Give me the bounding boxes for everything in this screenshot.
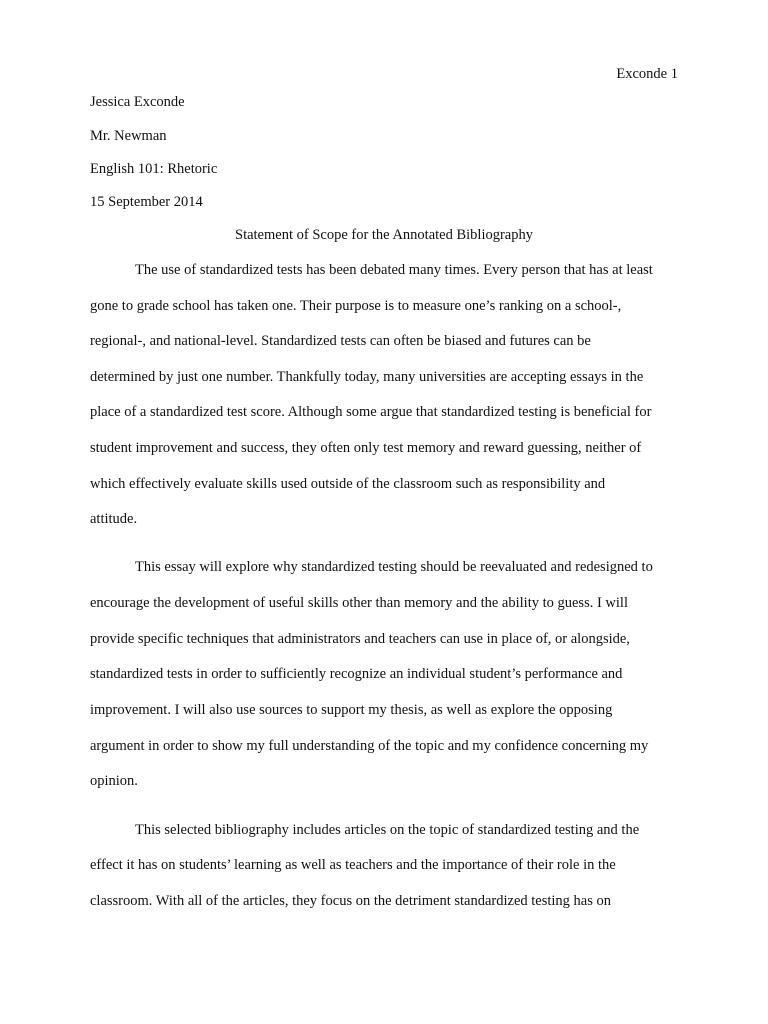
paragraph-line: regional-, and national-level. Standardized tests can often be biased and futures can be xyxy=(90,333,591,349)
instructor-name: Mr. Newman xyxy=(90,128,167,144)
author-name: Jessica Exconde xyxy=(90,94,185,110)
paragraph-line: improvement. I will also use sources to support my thesis, as well as explore the opposing xyxy=(90,702,613,718)
paragraph-line: attitude. xyxy=(90,511,138,527)
paragraph-line: encourage the development of useful skills other than memory and the ability to guess. I will xyxy=(90,595,628,611)
paragraph-line: provide specific techniques that administrators and teachers can use in place of, or alongside, xyxy=(90,631,630,647)
paragraph-line: argument in order to show my full understanding of the topic and my confidence concerning my xyxy=(90,738,649,754)
paragraph-line: student improvement and success, they often only test memory and reward guessing, neither of xyxy=(90,440,642,456)
document-date: 15 September 2014 xyxy=(90,194,203,210)
paragraph-line: place of a standardized test score. Although some argue that standardized testing is beneficial for xyxy=(90,404,652,420)
paragraph-line: The use of standardized tests has been debated many times. Every person that has at least xyxy=(135,262,653,278)
paragraph-line: effect it has on students’ learning as well as teachers and the importance of their role in the xyxy=(90,857,616,873)
running-head: Exconde 1 xyxy=(616,66,678,82)
paragraph-line: standardized tests in order to sufficiently recognize an individual student’s performance and xyxy=(90,666,623,682)
paragraph-line: which effectively evaluate skills used outside of the classroom such as responsibility and xyxy=(90,476,606,492)
paragraph-line: gone to grade school has taken one. Their purpose is to measure one’s ranking on a school-, xyxy=(90,298,622,314)
course-name: English 101: Rhetoric xyxy=(90,161,218,177)
paragraph-line: This selected bibliography includes articles on the topic of standardized testing and the xyxy=(135,822,640,838)
document-title: Statement of Scope for the Annotated Bibliography xyxy=(235,227,533,243)
paragraph-line: classroom. With all of the articles, they focus on the detriment standardized testing has on xyxy=(90,893,612,909)
paragraph-line: This essay will explore why standardized testing should be reevaluated and redesigned to xyxy=(135,559,653,575)
paragraph-line: determined by just one number. Thankfully today, many universities are accepting essays in the xyxy=(90,369,644,385)
paragraph-line: opinion. xyxy=(90,773,138,789)
